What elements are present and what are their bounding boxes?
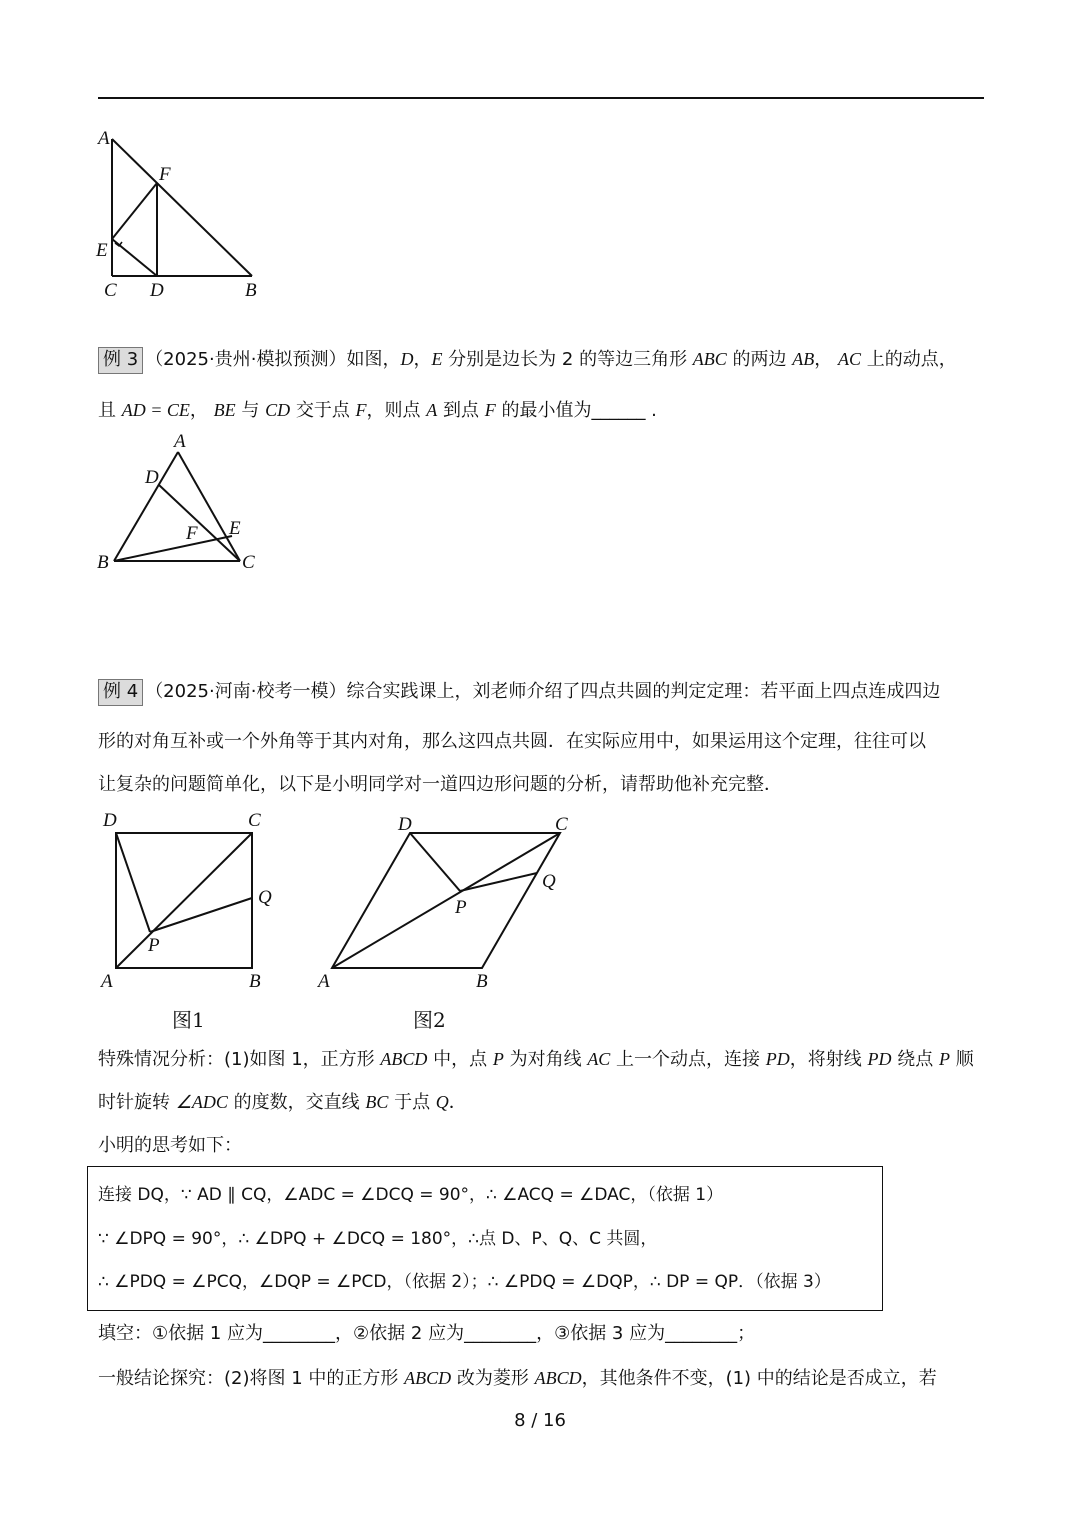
label-B: B xyxy=(476,971,488,992)
label-P: P xyxy=(455,897,467,918)
general-line: 一般结论探究：(2)将图 1 中的正方形 ABCD 改为菱形 ABCD，其他条件不变，(1) 中的结论是否成立，若 xyxy=(98,1368,937,1389)
label-Q: Q xyxy=(258,887,272,908)
reasoning-row-3: ∴ ∠PDQ = ∠PCQ，∠DQP = ∠PCD，（依据 2）；∴ ∠PDQ = ∠DQP，∴ DP = QP．（依据 3） xyxy=(98,1272,831,1292)
label-C: C xyxy=(242,552,255,573)
label-D: D xyxy=(150,280,164,301)
figure-rhombus xyxy=(310,805,590,1035)
special-line1: 特殊情况分析：(1)如图 1，正方形 ABCD 中，点 P 为对角线 AC 上一个动点，连接 PD，将射线 PD 绕点 P 顺 xyxy=(98,1049,974,1070)
example4-line2: 形的对角互补或一个外角等于其内对角，那么这四点共圆．在实际应用中，如果运用这个定理，往往可以 xyxy=(98,731,926,752)
example3-tag: 例 3 xyxy=(98,347,143,374)
example4-line3: 让复杂的问题简单化，以下是小明同学对一道四边形问题的分析，请帮助他补充完整． xyxy=(98,774,782,795)
example3-line2: 且 AD = CE， BE 与 CD 交于点 F，则点 A 到点 F 的最小值为______ . xyxy=(98,400,657,421)
reasoning-row-2: ∵ ∠DPQ = 90°，∴ ∠DPQ + ∠DCQ = 180°，∴点 D、P、Q、C 共圆， xyxy=(98,1229,658,1249)
page-number: 8 / 16 xyxy=(514,1410,566,1431)
label-A: A xyxy=(101,971,113,992)
reasoning-box xyxy=(87,1166,883,1311)
figure-equilateral-triangle xyxy=(90,428,280,578)
label-C: C xyxy=(104,280,117,301)
label-E: E xyxy=(96,240,108,261)
figure1-caption: 图1 xyxy=(172,1008,205,1032)
example3-line1: 例 3 （2025·贵州·模拟预测）如图，D，E 分别是边长为 2 的等边三角形 ABC 的两边 AB， AC 上的动点， xyxy=(98,347,957,374)
label-D: D xyxy=(398,814,412,835)
label-A: A xyxy=(98,128,110,149)
example4-tag: 例 4 xyxy=(98,679,143,706)
label-D: D xyxy=(145,467,159,488)
label-Q: Q xyxy=(542,871,556,892)
label-F: F xyxy=(186,523,198,544)
label-P: P xyxy=(148,935,160,956)
example4-line1: 例 4 （2025·河南·校考一模）综合实践课上，刘老师介绍了四点共圆的判定定理：若平面上四点连成四边 xyxy=(98,679,940,706)
label-E: E xyxy=(229,518,241,539)
figure-square xyxy=(90,805,290,1035)
header-rule xyxy=(98,97,984,99)
fill-in-line: 填空：①依据 1 应为________，②依据 2 应为________，③依据 3 应为________； xyxy=(98,1323,756,1344)
label-A: A xyxy=(174,431,186,452)
label-B: B xyxy=(249,971,261,992)
reasoning-row-1: 连接 DQ，∵ AD ∥ CQ，∠ADC = ∠DCQ = 90°，∴ ∠ACQ = ∠DAC，（依据 1） xyxy=(98,1185,724,1205)
label-F: F xyxy=(159,164,171,185)
figure-triangle-fed xyxy=(90,125,280,305)
figure2-caption: 图2 xyxy=(413,1008,446,1032)
special-line2: 时针旋转 ∠ADC 的度数，交直线 BC 于点 Q． xyxy=(98,1092,467,1113)
label-B: B xyxy=(97,552,109,573)
label-B: B xyxy=(245,280,257,301)
label-D: D xyxy=(103,810,117,831)
label-A: A xyxy=(318,971,330,992)
special-line3: 小明的思考如下： xyxy=(98,1135,242,1156)
label-C: C xyxy=(248,810,261,831)
label-C: C xyxy=(555,814,568,835)
